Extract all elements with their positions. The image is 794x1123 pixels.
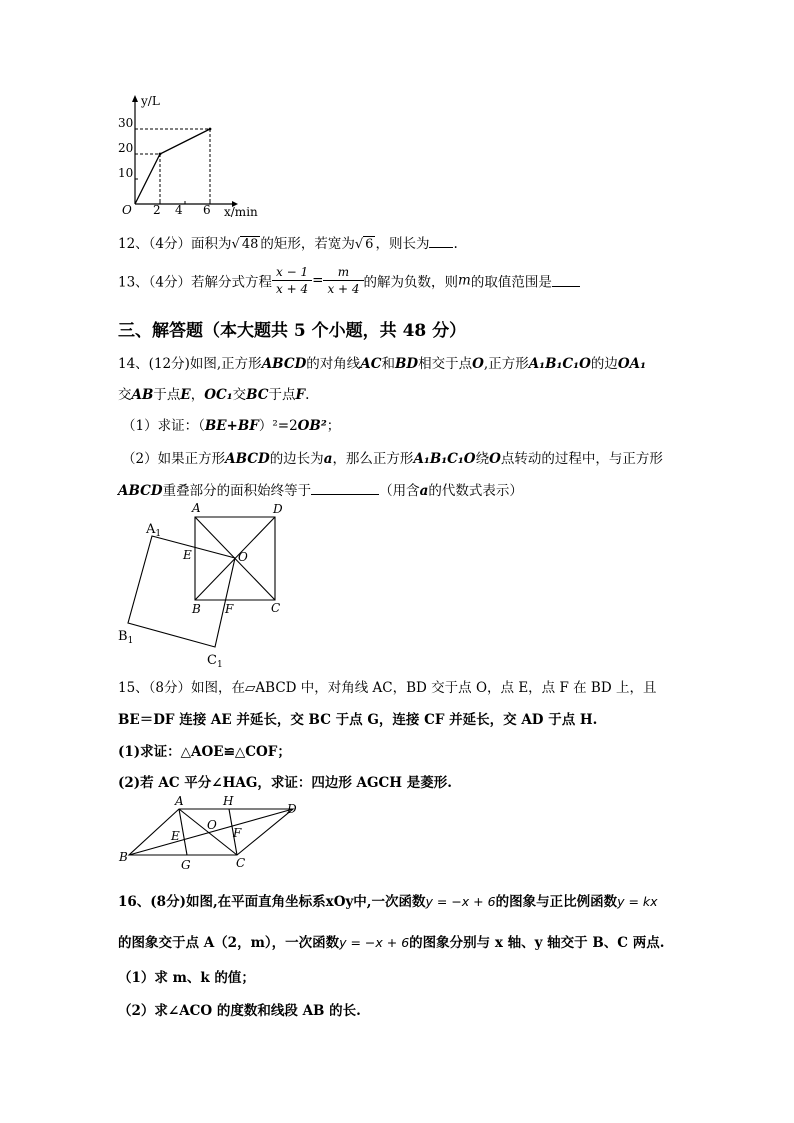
question-14-part2-cont: ABCD重叠部分的面积始终等于 （用含a的代数式表示） bbox=[118, 483, 523, 499]
square-A1B1C1O bbox=[128, 536, 235, 647]
answer-blank-12[interactable] bbox=[429, 235, 453, 248]
svg-text:O: O bbox=[238, 550, 248, 564]
y-axis-arrow bbox=[132, 95, 138, 102]
question-16-line2: 的图象交于点 A（2，m），一次函数y = −x + 6的图象分别与 x 轴、y 轴交于 B、C 两点. bbox=[118, 935, 665, 951]
question-14-line1: 14、(12分)如图,正方形ABCD的对角线AC和BD相交于点O,正方形A₁B₁C₁O的边OA₁ bbox=[118, 356, 646, 372]
lhs-fraction: $\frac{x - 1}{x + 4}$ bbox=[272, 264, 312, 297]
svg-text:O: O bbox=[207, 818, 217, 832]
answer-blank-13[interactable] bbox=[552, 274, 580, 287]
question-14-part2: （2）如果正方形ABCD的边长为a，那么正方形A₁B₁C₁O绕O点转动的过程中，与正方形 bbox=[122, 451, 663, 467]
svg-text:B: B bbox=[192, 602, 201, 616]
svg-text:D: D bbox=[287, 802, 297, 816]
origin-label: O bbox=[122, 203, 132, 217]
figure-14-squares bbox=[110, 498, 310, 670]
question-14-line2: 交AB于点E，OC₁交BC于点F. bbox=[118, 387, 310, 403]
section-3-heading: 三、解答题（本大题共 5 个小题，共 48 分） bbox=[118, 321, 467, 341]
question-16-line1: 16、(8分)如图,在平面直角坐标系xOy中,一次函数y = −x + 6的图象与正比例函数y = kx bbox=[118, 894, 658, 910]
svg-text:E: E bbox=[171, 829, 180, 843]
figure-15-parallelogram bbox=[115, 793, 305, 875]
svg-text:F: F bbox=[233, 826, 242, 840]
segment-AG bbox=[179, 809, 187, 855]
x-tick-6: 6 bbox=[203, 203, 211, 217]
question-15-part2: (2)若 AC 平分∠HAG，求证：四边形 AGCH 是菱形. bbox=[118, 775, 452, 791]
svg-text:G: G bbox=[181, 858, 191, 872]
svg-text:D: D bbox=[273, 502, 283, 516]
y-axis-label: y/L bbox=[141, 94, 160, 108]
answer-blank-14[interactable] bbox=[311, 482, 379, 495]
data-point bbox=[209, 128, 212, 131]
y-tick-10: 10 bbox=[118, 166, 134, 180]
x-axis-label: x/min bbox=[224, 205, 258, 219]
question-16-part1: （1）求 m、k 的值； bbox=[118, 970, 255, 986]
y-tick-30: 30 bbox=[118, 116, 134, 130]
svg-text:C: C bbox=[236, 856, 246, 870]
svg-text:A: A bbox=[175, 794, 184, 808]
label-A1: $A_1$ bbox=[146, 522, 162, 539]
sqrt-48: √ 48 bbox=[231, 237, 259, 252]
data-point bbox=[159, 153, 162, 156]
svg-text:E: E bbox=[183, 548, 192, 562]
svg-text:C: C bbox=[271, 601, 281, 615]
label-B1: $B_1$ bbox=[118, 629, 134, 646]
svg-text:H: H bbox=[223, 794, 234, 808]
label-C1: $C_1$ bbox=[207, 653, 223, 670]
sqrt-6: √ 6 bbox=[354, 237, 374, 252]
question-15-part1: (1)求证：△AOE≌△COF； bbox=[118, 744, 291, 760]
x-tick-2: 2 bbox=[153, 203, 161, 217]
x-tick-4: 4 bbox=[175, 203, 183, 217]
question-13: 13、（4分）若解分式方程 $\frac{x - 1}{x + 4}$ = $\frac{m}{x + 4}$ 的解为负数，则m的取值范围是 bbox=[118, 264, 580, 297]
y-tick-20: 20 bbox=[118, 141, 134, 155]
question-16-part2: （2）求∠ACO 的度数和线段 AB 的长. bbox=[118, 1003, 361, 1019]
data-line bbox=[135, 129, 210, 204]
svg-text:F: F bbox=[225, 602, 234, 616]
svg-text:A: A bbox=[192, 501, 201, 515]
question-15-line2: BE＝DF 连接 AE 并延长，交 BC 于点 G，连接 CF 并延长，交 AD 于点 H. bbox=[118, 712, 598, 728]
question-15-line1: 15、（8分）如图，在▱ABCD 中，对角线 AC，BD 交于点 O，点 E，点 F 在 BD 上，且 bbox=[118, 680, 657, 696]
volume-time-graph bbox=[110, 92, 270, 224]
question-14-part1: （1）求证：（BE+BF）²=2OB²； bbox=[122, 418, 341, 434]
diagonal-AC bbox=[179, 809, 237, 855]
rhs-fraction: $\frac{m}{x + 4}$ bbox=[323, 264, 363, 297]
question-12: 12、（4分）面积为√ 48 的矩形，若宽为√ 6 ，则长为 . bbox=[118, 236, 458, 252]
svg-text:B: B bbox=[119, 850, 128, 864]
